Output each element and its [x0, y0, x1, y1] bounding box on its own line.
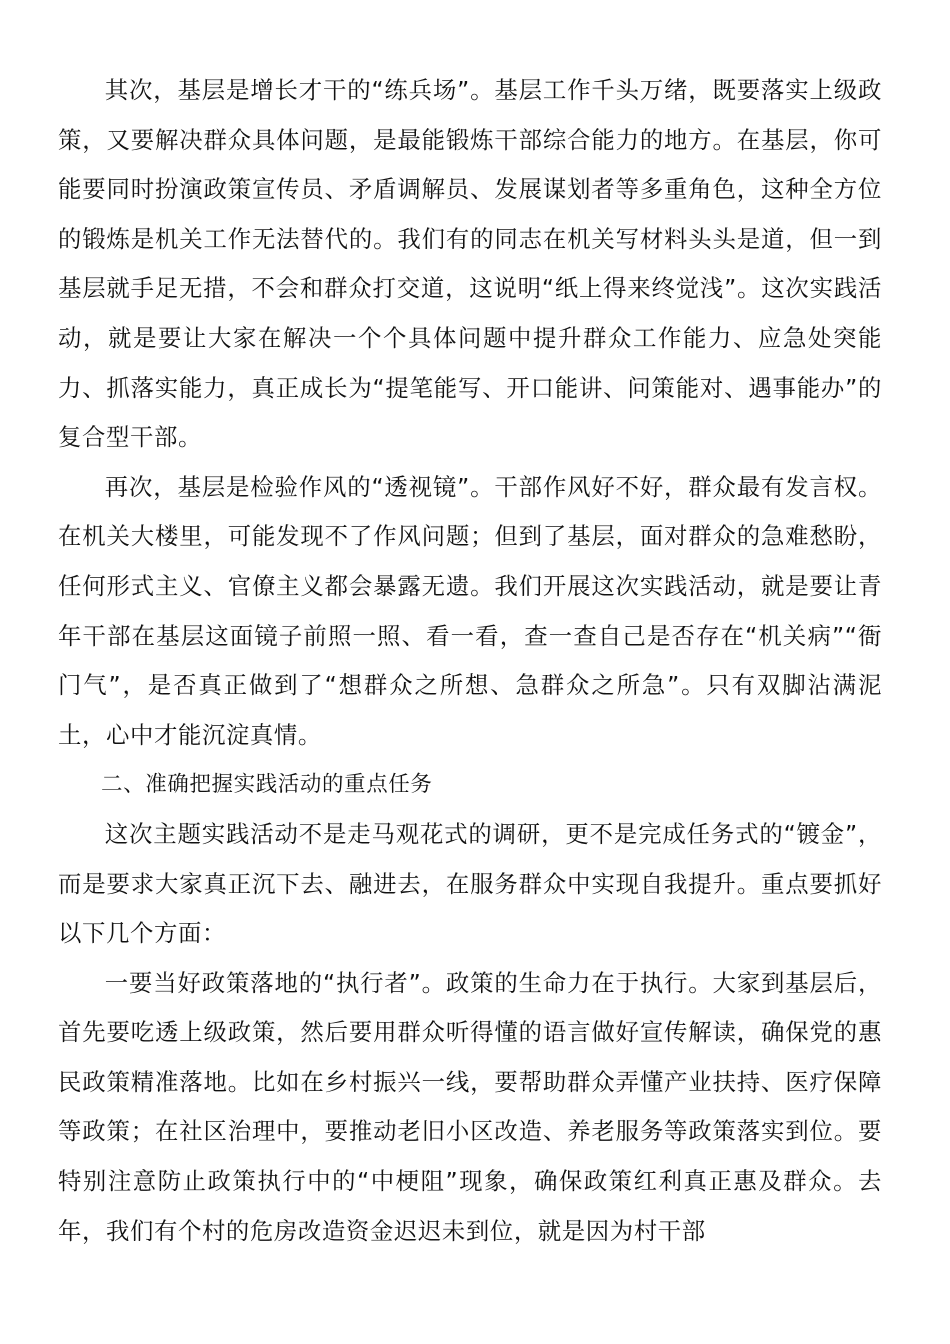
paragraph-task-intro: 这次主题实践活动不是走马观花式的调研，更不是完成任务式的“镀金”，而是要求大家真正沉下去、融进去，在服务群众中实现自我提升。重点要抓好以下几个方面： [58, 819, 882, 948]
paragraph-policy-executor: 一要当好政策落地的“执行者”。政策的生命力在于执行。大家到基层后，首先要吃透上级政策，然后要用群众听得懂的语言做好宣传解读，确保党的惠民政策精准落地。比如在乡村振兴一线，要帮助群众弄懂产业扶持、医疗保障等政策；在社区治理中，要推动老旧小区改造、养老服务等政策落实到位。要特别注意防止政策执行中的“中梗阻”现象，确保政策红利真正惠及群众。去年，我们有个村的危房改造资金迟迟未到位，就是因为村干部 [58, 968, 882, 1245]
document-page [58, 66, 882, 1256]
section-heading: 二、准确把握实践活动的重点任务 [101, 772, 433, 798]
paragraph-grassroots-style-check: 再次，基层是检验作风的“透视镜”。干部作风好不好，群众最有发言权。在机关大楼里，可能发现不了作风问题；但到了基层，面对群众的急难愁盼，任何形式主义、官僚主义都会暴露无遗。我们开展这次实践活动，就是要让青年干部在基层这面镜子前照一照、看一看，查一查自己是否存在“机关病”“衙门气”，是否真正做到了“想群众之所想、急群众之所急”。只有双脚沾满泥土，心中才能沉淀真情。 [58, 472, 882, 749]
paragraph-grassroots-training: 其次，基层是增长才干的“练兵场”。基层工作千头万绪，既要落实上级政策，又要解决群众具体问题，是最能锻炼干部综合能力的地方。在基层，你可能要同时扮演政策宣传员、矛盾调解员、发展谋划者等多重角色，这种全方位的锻炼是机关工作无法替代的。我们有的同志在机关写材料头头是道，但一到基层就手足无措，不会和群众打交道，这说明“纸上得来终觉浅”。这次实践活动，就是要让大家在解决一个个具体问题中提升群众工作能力、应急处突能力、抓落实能力，真正成长为“提笔能写、开口能讲、问策能对、遇事能办”的复合型干部。 [58, 76, 882, 452]
